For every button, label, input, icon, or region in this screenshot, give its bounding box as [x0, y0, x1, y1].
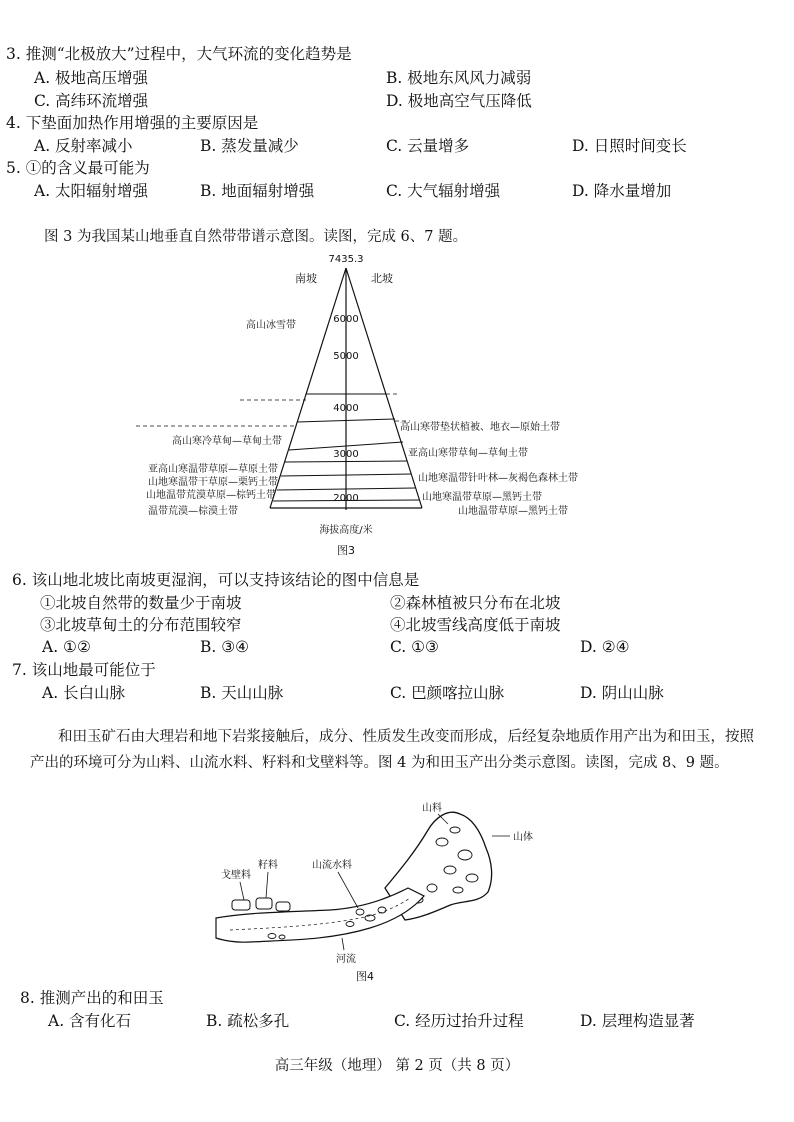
- fig4-leader-ziliao: [266, 872, 268, 898]
- q5-stem: 5. ①的含义最可能为: [6, 159, 150, 177]
- fig4-leader-gebiliao: [240, 882, 244, 900]
- fig3-tick-3000: 3000: [333, 449, 359, 460]
- q6-option-b: B. ③④: [200, 638, 250, 656]
- fig3-caption: 图3: [337, 544, 355, 557]
- fig3-south-label: 南坡: [295, 272, 317, 285]
- q8-option-b: B. 疏松多孔: [206, 1012, 290, 1030]
- q6-statement-2: ②森林植被只分布在北坡: [390, 594, 561, 612]
- q6-statement-4: ④北坡雪线高度低于南坡: [390, 616, 561, 634]
- fig4-diagram: [210, 800, 540, 985]
- fig4-label-heliu: 河流: [336, 954, 356, 965]
- q7-stem: 7. 该山地最可能位于: [12, 661, 156, 679]
- fig4-river-band: [216, 888, 424, 942]
- fig4-gobi-stones: [232, 898, 290, 911]
- q7-option-a: A. 长白山脉: [42, 684, 126, 702]
- q8-option-d: D. 层理构造显著: [580, 1012, 695, 1030]
- q4-option-c: C. 云量增多: [386, 137, 470, 155]
- fig3-north-zone-1: 高山寒带垫状植被、地衣—原始土带: [400, 422, 560, 433]
- fig4-leader-shanliushuiliao: [338, 872, 358, 908]
- fig3-south-zone-2: 高山寒冷草甸—草甸土带: [172, 436, 282, 447]
- fig3-north-zone-3: 山地寒温带针叶林—灰褐色森林土带: [418, 473, 578, 484]
- fig3-tick-2000: 2000: [333, 493, 359, 504]
- fig3-north-zone-2: 亚高山寒带草甸—草甸土带: [408, 448, 528, 459]
- fig4-leader-heliu: [342, 938, 344, 950]
- fig4-intro: 和田玉矿石由大理岩和地下岩浆接触后，成分、性质发生改变而形成，后经复杂地质作用产出为和田玉，按照产出的环境可分为山料、山流水料、籽料和戈壁料等。图 4 为和田玉产出分类示意图。读图，完成 8、9 题。: [30, 729, 754, 771]
- q4-stem: 4. 下垫面加热作用增强的主要原因是: [6, 114, 259, 132]
- q6-option-d: D. ②④: [580, 638, 630, 656]
- fig3-peak-label: 7435.3: [328, 254, 364, 265]
- fig4-label-shanliao: 山料: [422, 803, 442, 814]
- q3-option-d: D. 极地高空气压降低: [386, 92, 532, 110]
- fig4-label-gebiliao: 戈壁料: [221, 870, 251, 881]
- fig3-south-zone-3: 亚高山寒温带草原—草原土带: [148, 464, 278, 475]
- fig3-north-zone-4: 山地寒温带草原—黑钙土带: [422, 492, 542, 503]
- fig4-caption: 图4: [356, 970, 374, 983]
- fig4-label-shanti: 山体: [513, 832, 533, 843]
- q6-statement-1: ①北坡自然带的数量少于南坡: [40, 594, 242, 612]
- fig3-south-zone-5: 山地温带荒漠草原—棕钙土带: [146, 490, 276, 501]
- q5-option-a: A. 太阳辐射增强: [34, 182, 149, 200]
- fig3-north-zone-5: 山地温带草原—黑钙土带: [458, 506, 568, 517]
- q8-option-a: A. 含有化石: [48, 1012, 132, 1030]
- fig3-north-slope-line: [346, 268, 422, 508]
- q6-statement-3: ③北坡草甸土的分布范围较窄: [40, 616, 242, 634]
- fig3-south-zone-6: 温带荒漠—棕漠土带: [148, 506, 238, 517]
- q4-option-b: B. 蒸发量减少: [200, 137, 299, 155]
- q8-option-c: C. 经历过抬升过程: [394, 1012, 524, 1030]
- q6-stem: 6. 该山地北坡比南坡更湿润，可以支持该结论的图中信息是: [12, 571, 420, 589]
- fig3-south-slope-line: [270, 268, 346, 508]
- fig3-south-zone-1: 高山冰雪带: [246, 320, 296, 331]
- fig3-tick-5000: 5000: [333, 351, 359, 362]
- fig4-label-shanliushuiliao: 山流水料: [312, 860, 352, 871]
- q5-option-d: D. 降水量增加: [572, 182, 672, 200]
- fig3-diagram: [110, 248, 610, 560]
- q7-option-d: D. 阴山山脉: [580, 684, 664, 702]
- fig3-south-zone-4: 山地寒温带干草原—栗钙土带: [148, 477, 278, 488]
- q5-option-b: B. 地面辐射增强: [200, 182, 315, 200]
- fig3-north-label: 北坡: [371, 272, 393, 285]
- fig3-intro: 图 3 为我国某山地垂直自然带带谱示意图。读图，完成 6、7 题。: [44, 229, 468, 245]
- fig3-tick-4000: 4000: [333, 403, 359, 414]
- page-footer: 高三年级（地理） 第 2 页（共 8 页）: [274, 1058, 520, 1074]
- q8-stem: 8. 推测产出的和田玉: [20, 989, 164, 1007]
- q5-option-c: C. 大气辐射增强: [386, 182, 501, 200]
- q3-stem: 3. 推测“北极放大”过程中，大气环流的变化趋势是: [6, 45, 352, 63]
- q7-option-c: C. 巴颜喀拉山脉: [390, 684, 505, 702]
- q7-option-b: B. 天山山脉: [200, 684, 284, 702]
- q6-option-a: A. ①②: [42, 638, 91, 656]
- q3-option-b: B. 极地东风风力减弱: [386, 69, 532, 87]
- q4-option-d: D. 日照时间变长: [572, 137, 687, 155]
- fig3-axis-label: 海拔高度/米: [319, 525, 373, 536]
- q3-option-a: A. 极地高压增强: [34, 69, 149, 87]
- q4-option-a: A. 反射率减小: [34, 137, 133, 155]
- q6-option-c: C. ①③: [390, 638, 439, 656]
- q3-option-c: C. 高纬环流增强: [34, 92, 149, 110]
- fig3-tick-6000: 6000: [333, 314, 359, 325]
- fig4-label-ziliao: 籽料: [258, 860, 278, 871]
- fig3-boundary-4: [285, 461, 407, 462]
